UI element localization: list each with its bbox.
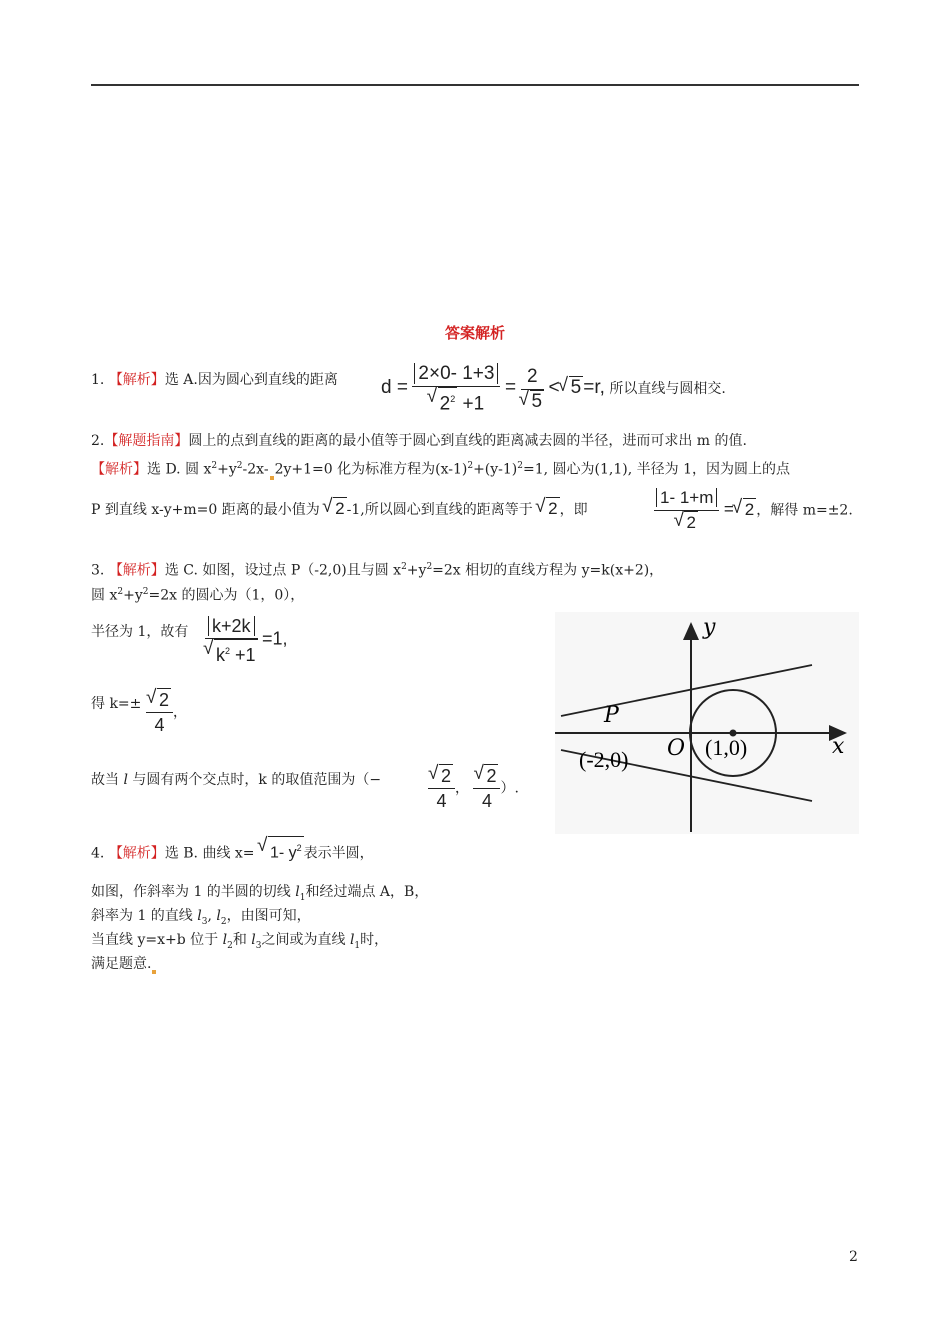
answer-2-line2: 【解析】选 D. 圆 $x^2+y^2-2x-$ 2y+1=0 化为标准方程为$(x-1)^2+(y-1)^2=1$, 圆心为(1,1), 半径为 1，因为圆上的点 [91, 461, 790, 478]
origin-label: O [667, 736, 686, 761]
answer-4-line3: 斜率为 1 的直线 $l_3$, $l_2$，由图可知， [91, 908, 311, 927]
answer-4-line1: 4. 【解析】选 B. 曲线 x= √ 1- $y^2$ 表示半圆， [91, 836, 374, 864]
figure-background [555, 612, 859, 834]
p-coord: (-2,0) [579, 747, 629, 772]
distance-fraction: 2×0- 1+3 √ $2^2 +1$ [412, 362, 500, 416]
answer-3-line5: 故当 l 与圆有两个交点时，k 的取值范围为（− [91, 772, 382, 788]
answer-3-line4: 得 k=± [91, 696, 142, 712]
answer-2-line3: P 到直线 x-y+m=0 距离的最小值为 √ 2 -1,所以圆心到直线的距离等于 √ 2 ，即 [91, 497, 588, 520]
mark-dot [270, 476, 274, 480]
header-rule [91, 84, 859, 86]
jiexi-tag: 【解析】 [108, 372, 165, 388]
answer-4-line2: 如图，作斜率为 1 的半圆的切线 $l_1$和经过端点 A，B， [91, 884, 429, 903]
answer-2-fraction: 1- 1+m √ 2 =√ 2 ，解得 m=±2. [654, 486, 853, 535]
answer-4-line4: 当直线 y=x+b 位于 $l_2$和 $l_3$之间或为直线 $l_1$时， [91, 932, 389, 951]
answer-3-line2: 圆 $x^2+y^2=2x$ 的圆心为（1，0）， [91, 587, 305, 604]
answer-1-formula: d = 2×0- 1+3 √ $2^2 +1$ = 2 √ 5 <√ 5 =r, 所以直线与圆相交. [381, 362, 726, 416]
answer-4-line5: 满足题意. [91, 954, 157, 974]
tangent-figure [555, 612, 859, 834]
mark-dot [152, 970, 156, 974]
range-fractions: √ $\frac{2}{4}$ ， √ $\frac{2}{4}$ ）. [428, 764, 519, 813]
answer-3-line3: 半径为 1，故有 [91, 624, 189, 640]
p-label: P [604, 703, 619, 728]
answer-2-guide: 2.【解题指南】圆上的点到直线的距离的最小值等于圆心到直线的距离减去圆的半径，进而可求出 m 的值. [91, 433, 747, 449]
center-label: (1,0) [705, 735, 748, 760]
page-title: 答案解析 [444, 324, 505, 342]
answer-1: 1. 【解析】选 A.因为圆心到直线的距离 [91, 372, 338, 388]
answer-3-line1: 3. 【解析】选 C. 如图，设过点 P（-2,0)且与圆 $x^2+y^2=2x$ 相切的直线方程为 y=k(x+2)， [91, 562, 664, 579]
answer-3-fraction: k+2k √ $k^2 +1$ =1, [205, 614, 288, 667]
x-label: x [832, 734, 845, 759]
root2-over-4-a: √ $\frac{2}{4}$ ， [146, 688, 187, 737]
y-label: y [703, 615, 716, 640]
two-over-root5: 2 √ 5 [521, 365, 545, 414]
page-number: 2 [849, 1249, 858, 1265]
